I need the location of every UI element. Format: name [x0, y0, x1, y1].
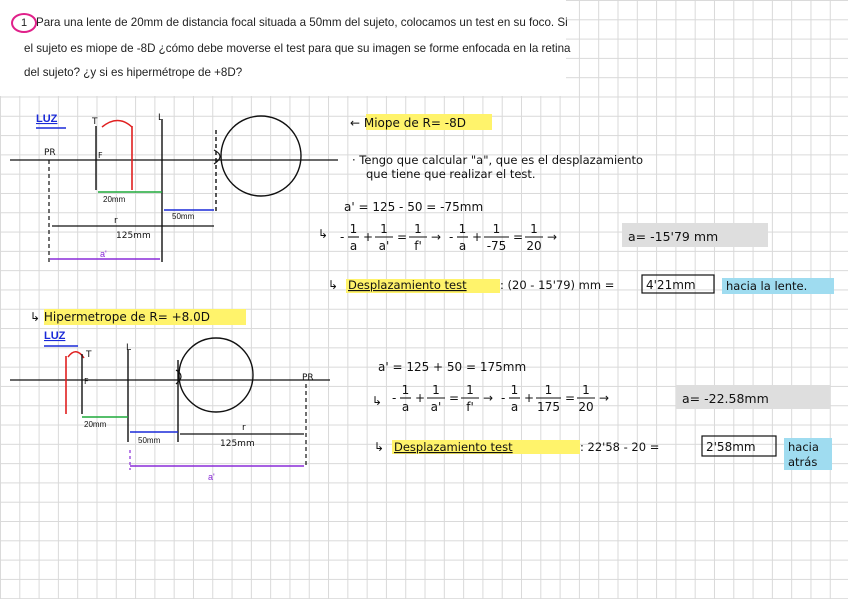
cornea-mark — [214, 150, 220, 164]
question-number: 1 — [11, 13, 37, 33]
eq-operator: + — [524, 391, 535, 405]
myope-explain-2: que tiene que realizar el test. — [366, 167, 536, 181]
eq-numerator: 1 — [466, 383, 474, 397]
eq-numerator: 1 — [458, 222, 467, 236]
d50-label: 50mm — [172, 212, 195, 221]
myope-disp-arrow: ↳ — [328, 278, 339, 292]
eq-denominator: f' — [466, 400, 474, 414]
eq-operator: → — [483, 391, 494, 405]
eq-denominator: 20 — [578, 400, 594, 414]
hyperope-disp-calc: : 22'58 - 20 = — [580, 440, 660, 454]
eq-numerator: 1 — [432, 383, 440, 397]
myope-disp-label: Desplazamiento test — [348, 278, 467, 292]
eq-operator: + — [363, 230, 374, 244]
eq-denominator: a — [510, 400, 519, 414]
shift-arc — [102, 121, 132, 128]
eq-operator: → — [431, 230, 442, 244]
d50-label-2: 50mm — [138, 436, 161, 445]
d20-label: 20mm — [103, 195, 126, 204]
eq-numerator: 1 — [414, 222, 422, 236]
luz-label-2: LUZ — [44, 330, 66, 342]
myope-disp-result: 4'21mm — [646, 278, 696, 292]
myope-title: ← Miope de R= -8D — [350, 116, 466, 130]
eq-sign: - — [501, 391, 506, 405]
a-prime-label-2: a' — [208, 472, 215, 482]
eq-operator: = — [449, 391, 460, 405]
eq-numerator: 1 — [582, 383, 590, 397]
eq-operator: → — [547, 230, 558, 244]
pr-label: PR — [44, 148, 56, 158]
luz-label: LUZ — [36, 113, 58, 125]
eq-numerator: 1 — [492, 222, 501, 236]
d125-label: 125mm — [116, 231, 151, 241]
eq-denominator: a' — [430, 400, 442, 414]
eq-numerator: 1 — [401, 383, 410, 397]
myope-diagram — [10, 113, 338, 262]
eq-sign: - — [392, 391, 397, 405]
eq-sign: - — [449, 230, 454, 244]
eq-denominator: a — [349, 239, 358, 253]
myope-eq-a: a' = 125 - 50 = -75mm — [344, 200, 484, 214]
focus-label: F — [98, 151, 103, 160]
myope-result: a= -15'79 mm — [628, 229, 719, 244]
d125-label-2: 125mm — [220, 439, 255, 449]
pr-label-2: PR — [302, 373, 314, 383]
hyperope-lens-equation — [392, 383, 609, 414]
hyperope-eq-a: a' = 125 + 50 = 175mm — [378, 360, 527, 374]
myope-disp-dir: hacia la lente. — [726, 279, 808, 293]
myope-notes — [318, 114, 834, 294]
hyperope-section — [10, 309, 832, 482]
eq-denominator: a — [401, 400, 410, 414]
hyperope-disp-arrow: ↳ — [374, 440, 385, 454]
eq-denominator: a — [458, 239, 467, 253]
r-label: r — [114, 216, 118, 226]
eq-denominator: 20 — [526, 239, 542, 253]
lens-label-2: L — [126, 343, 132, 353]
myope-eq-arrow: ↳ — [318, 227, 329, 241]
eq-operator: + — [415, 391, 426, 405]
test-label-2: T — [86, 350, 92, 360]
r-label-2: r — [242, 423, 246, 433]
eq-operator: = — [397, 230, 408, 244]
myope-lens-equation — [340, 222, 557, 253]
hyperope-disp-dir-2: atrás — [788, 455, 818, 469]
eye-circle — [221, 116, 301, 196]
eq-numerator: 1 — [530, 222, 538, 236]
eq-denominator: a' — [378, 239, 390, 253]
hyperope-disp-dir-1: hacia — [788, 440, 819, 454]
hyperope-disp-label: Desplazamiento test — [394, 440, 513, 454]
eq-sign: - — [340, 230, 345, 244]
hyperope-eq-arrow: ↳ — [372, 394, 383, 408]
eq-operator: = — [565, 391, 576, 405]
lens-label: L — [158, 113, 164, 123]
eq-numerator: 1 — [349, 222, 358, 236]
eq-numerator: 1 — [544, 383, 553, 397]
eq-numerator: 1 — [380, 222, 388, 236]
eye-circle-2 — [179, 338, 253, 412]
a-prime-label: a' — [100, 249, 107, 259]
eq-numerator: 1 — [510, 383, 519, 397]
hyperope-result: a= -22.58mm — [682, 391, 769, 406]
eq-operator: = — [513, 230, 524, 244]
eq-operator: + — [472, 230, 483, 244]
test-label: T — [92, 117, 98, 127]
question-line-1: Para una lente de 20mm de distancia focal situada a 50mm del sujeto, colocamos un test en su foco. Si — [36, 16, 568, 29]
hyperope-title: ↳ Hipermetrope de R= +8.0D — [30, 310, 210, 324]
eq-operator: → — [599, 391, 610, 405]
question-line-2: el sujeto es miope de -8D ¿cómo debe moverse el test para que su imagen se forme enfocada en la retina — [24, 42, 571, 55]
hyperope-disp-result: 2'58mm — [706, 440, 756, 454]
focus-label-2: F — [84, 377, 89, 386]
question-line-3: del sujeto? ¿y si es hipermétrope de +8D? — [24, 66, 243, 79]
eq-denominator: -75 — [486, 239, 507, 253]
eq-denominator: f' — [414, 239, 422, 253]
d20-label-2: 20mm — [84, 420, 107, 429]
myope-disp-calc: : (20 - 15'79) mm = — [500, 278, 615, 292]
eq-denominator: 175 — [537, 400, 560, 414]
myope-explain-1: · Tengo que calcular "a", que es el desplazamiento — [352, 153, 644, 167]
